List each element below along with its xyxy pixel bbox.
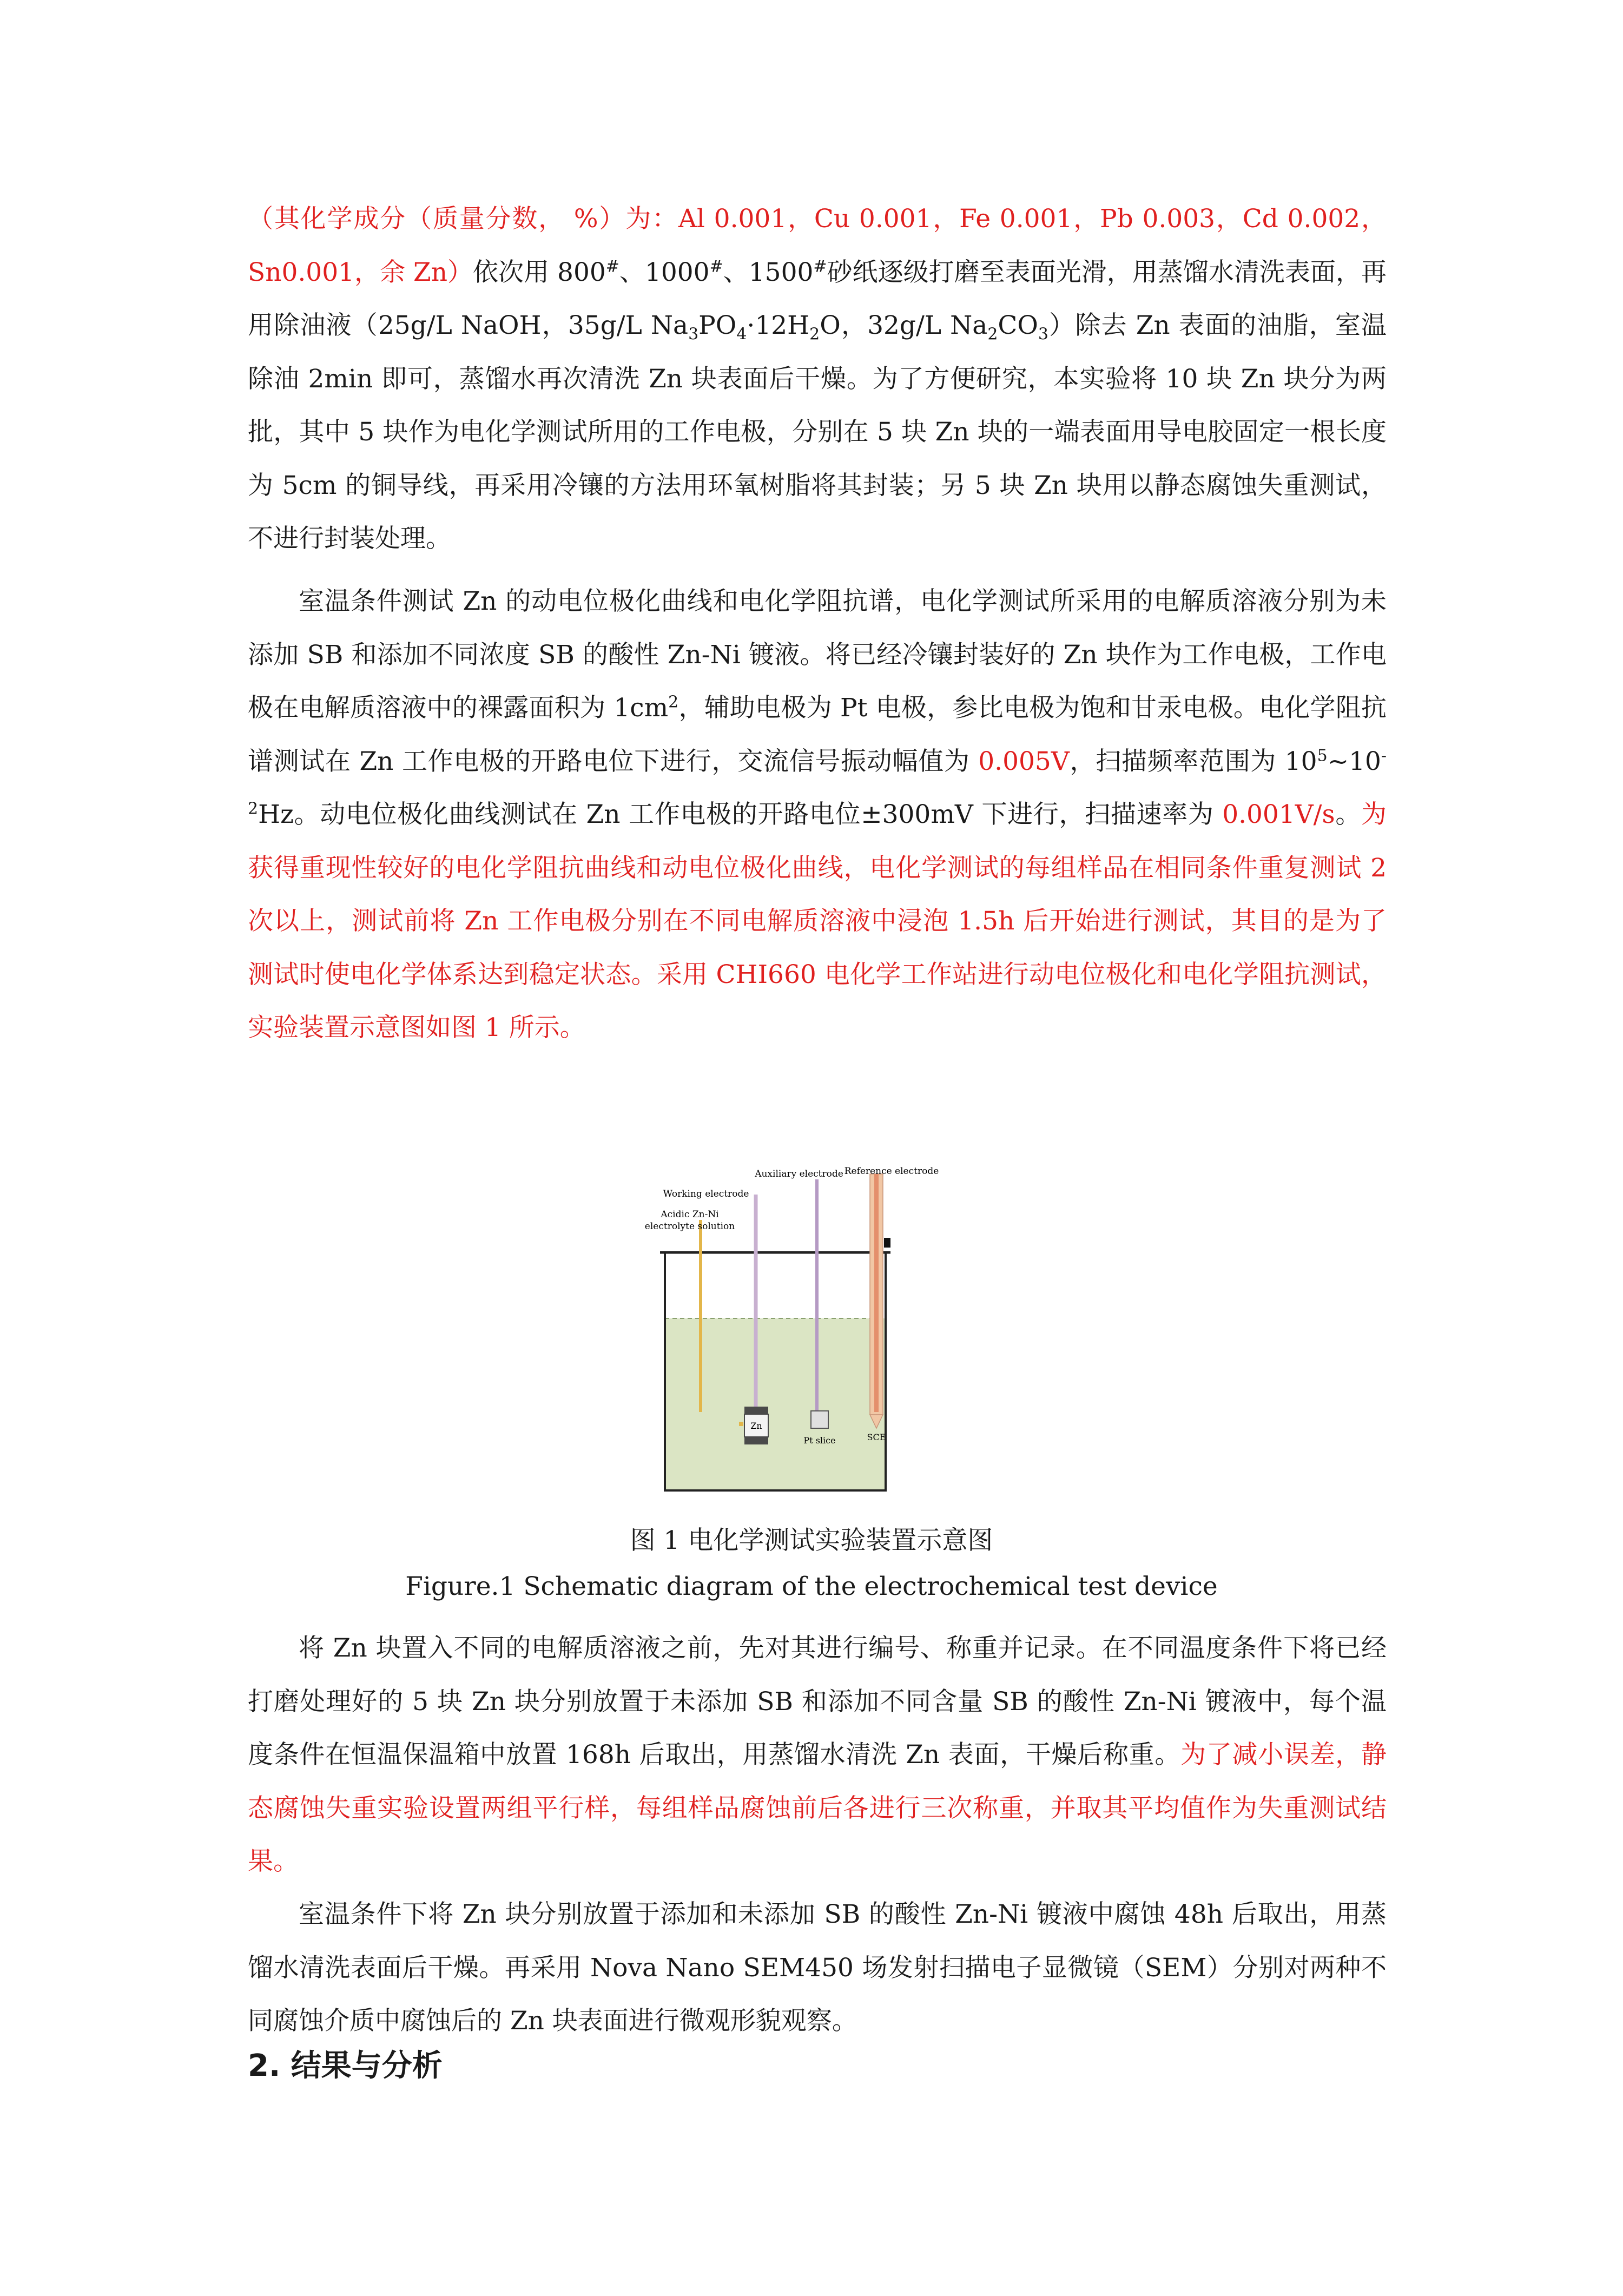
reference-electrode-core	[874, 1174, 879, 1412]
text-run: 、1000	[619, 257, 710, 287]
text-run: 室温条件下将 Zn 块分别放置于添加和未添加 SB 的酸性 Zn-Ni 镀液中腐蚀 48h 后取出，用蒸馏水清洗表面后干燥。再采用 Nova Nano SEM450 场发射扫描电子显微镜（SEM）分别对两种不同腐蚀介质中腐蚀后的 Zn 块表面进行微观形貌观察。	[248, 1899, 1387, 2036]
solution-label-line2: electrolyte solution	[644, 1221, 735, 1232]
text-run: ，扫描频率范围为 10	[1069, 746, 1317, 776]
solution-label-line1: Acidic Zn-Ni	[661, 1209, 719, 1220]
highlighted-text: 为获得重现性较好的电化学阻抗曲线和动电位极化曲线，电化学测试的每组样品在相同条件重复测试 2 次以上，测试前将 Zn 工作电极分别在不同电解质溶液中浸泡 1.5h 后开始进行测试，其目的是为了测试时使电化学体系达到稳定状态。采用 CHI660 电化学工作站进行动电位极化和电化学阻抗测试，实验装置示意图如图 1 所示。	[248, 800, 1387, 1043]
subscript: 3	[688, 325, 699, 344]
superscript: #	[709, 256, 723, 276]
text-run: ，辅助电极为 Pt 电极，参比电极为饱和甘汞电极。电化学阻抗谱测试在 Zn 工作电极的开路电位下进行，交流信号振动幅值为	[248, 693, 1387, 776]
figure-caption-english: Figure.1 Schematic diagram of the electrochemical test device	[405, 1572, 1218, 1601]
paragraph-sem	[248, 1888, 1387, 2048]
working-electrode-label: Working electrode	[663, 1189, 749, 1199]
electrochemical-cell-diagram	[622, 1158, 939, 1499]
sce-label: SCE	[867, 1432, 886, 1442]
text-run: 室温条件测试 Zn 的动电位极化曲线和电化学阻抗谱，电化学测试所采用的电解质溶液分别为未添加 SB 和添加不同浓度 SB 的酸性 Zn-Ni 镀液。将已经冷镶封装好的 Zn 块作为工作电极，工作电极在电解质溶液中的裸露面积为 1cm	[248, 586, 1387, 723]
paragraph-composition	[248, 193, 1387, 566]
paragraph-electrochemical-test	[248, 575, 1387, 1055]
subscript: 4	[736, 325, 747, 344]
text-run: Hz。动电位极化曲线测试在 Zn 工作电极的开路电位±300mV 下进行，扫描速率为	[258, 800, 1223, 829]
reference-clamp	[884, 1238, 890, 1248]
section-heading: 2. 结果与分析	[248, 2048, 443, 2083]
electrolyte-solution	[665, 1318, 886, 1490]
scan-rate-value: 0.001V/s	[1222, 800, 1335, 829]
pt-slice	[811, 1411, 828, 1428]
superscript: -2	[248, 745, 1387, 819]
superscript: 5	[1317, 745, 1328, 765]
text-run: 砂纸逐级打磨至表面光滑，用蒸馏水清洗表面，再用除油液（25g/L NaOH，35g/L Na	[248, 257, 1387, 340]
text-run: ~10	[1327, 746, 1381, 776]
text-run: 将 Zn 块置入不同的电解质溶液之前，先对其进行编号、称重并记录。在不同温度条件下将已经打磨处理好的 5 块 Zn 块分别放置于未添加 SB 和添加不同含量 SB 的酸性 Zn-Ni 镀液中，每个温度条件在恒温保温箱中放置 168h 后取出，用蒸馏水清洗 Zn 表面，干燥后称重。	[248, 1633, 1387, 1770]
superscript: 2	[668, 692, 679, 712]
reference-electrode-label: Reference electrode	[844, 1166, 939, 1177]
text-run: 依次用 800	[473, 257, 606, 287]
composition-text: （其化学成分（质量分数， %）为：Al 0.001，Cu 0.001，Fe 0.001，Pb 0.003，Cd 0.002，Sn0.001，余 Zn）	[248, 204, 1387, 287]
text-run: ）除去 Zn 表面的油脂，室温除油 2min 即可，蒸馏水再次清洗 Zn 块表面后干燥。为了方便研究，本实验将 10 块 Zn 块分为两批，其中 5 块作为电化学测试所用的工作电极，分别在 5 块 Zn 块的一端表面用导电胶固定一根长度为 5cm 的铜导线，再采用冷镶的方法用环氧树脂将其封装；另 5 块 Zn 块用以静态腐蚀失重测试，不进行封装处理。	[248, 311, 1387, 553]
text-run: 、1500	[723, 257, 814, 287]
amplitude-value: 0.005V	[978, 746, 1070, 776]
text-run: O，32g/L Na	[820, 311, 988, 340]
text-run: PO	[698, 311, 737, 340]
zn-label: Zn	[750, 1421, 762, 1431]
subscript: 2	[987, 325, 998, 344]
highlighted-text: 为了减小误差，静态腐蚀失重实验设置两组平行样，每组样品腐蚀前后各进行三次称重，并取其平均值作为失重测试结果。	[248, 1740, 1387, 1876]
subscript: 2	[809, 325, 820, 344]
text-run: 。	[1335, 800, 1361, 829]
text-run: ·12H	[747, 311, 810, 340]
superscript: #	[813, 256, 827, 276]
pt-slice-label: Pt slice	[803, 1435, 836, 1446]
superscript: #	[605, 256, 619, 276]
subscript: 3	[1038, 325, 1048, 344]
figure-caption-chinese: 图 1 电化学测试实验装置示意图	[630, 1526, 993, 1555]
auxiliary-electrode-label: Auxiliary electrode	[755, 1169, 843, 1179]
text-run: CO	[998, 311, 1038, 340]
paragraph-weight-loss	[248, 1622, 1387, 1889]
zn-terminal	[739, 1422, 743, 1426]
